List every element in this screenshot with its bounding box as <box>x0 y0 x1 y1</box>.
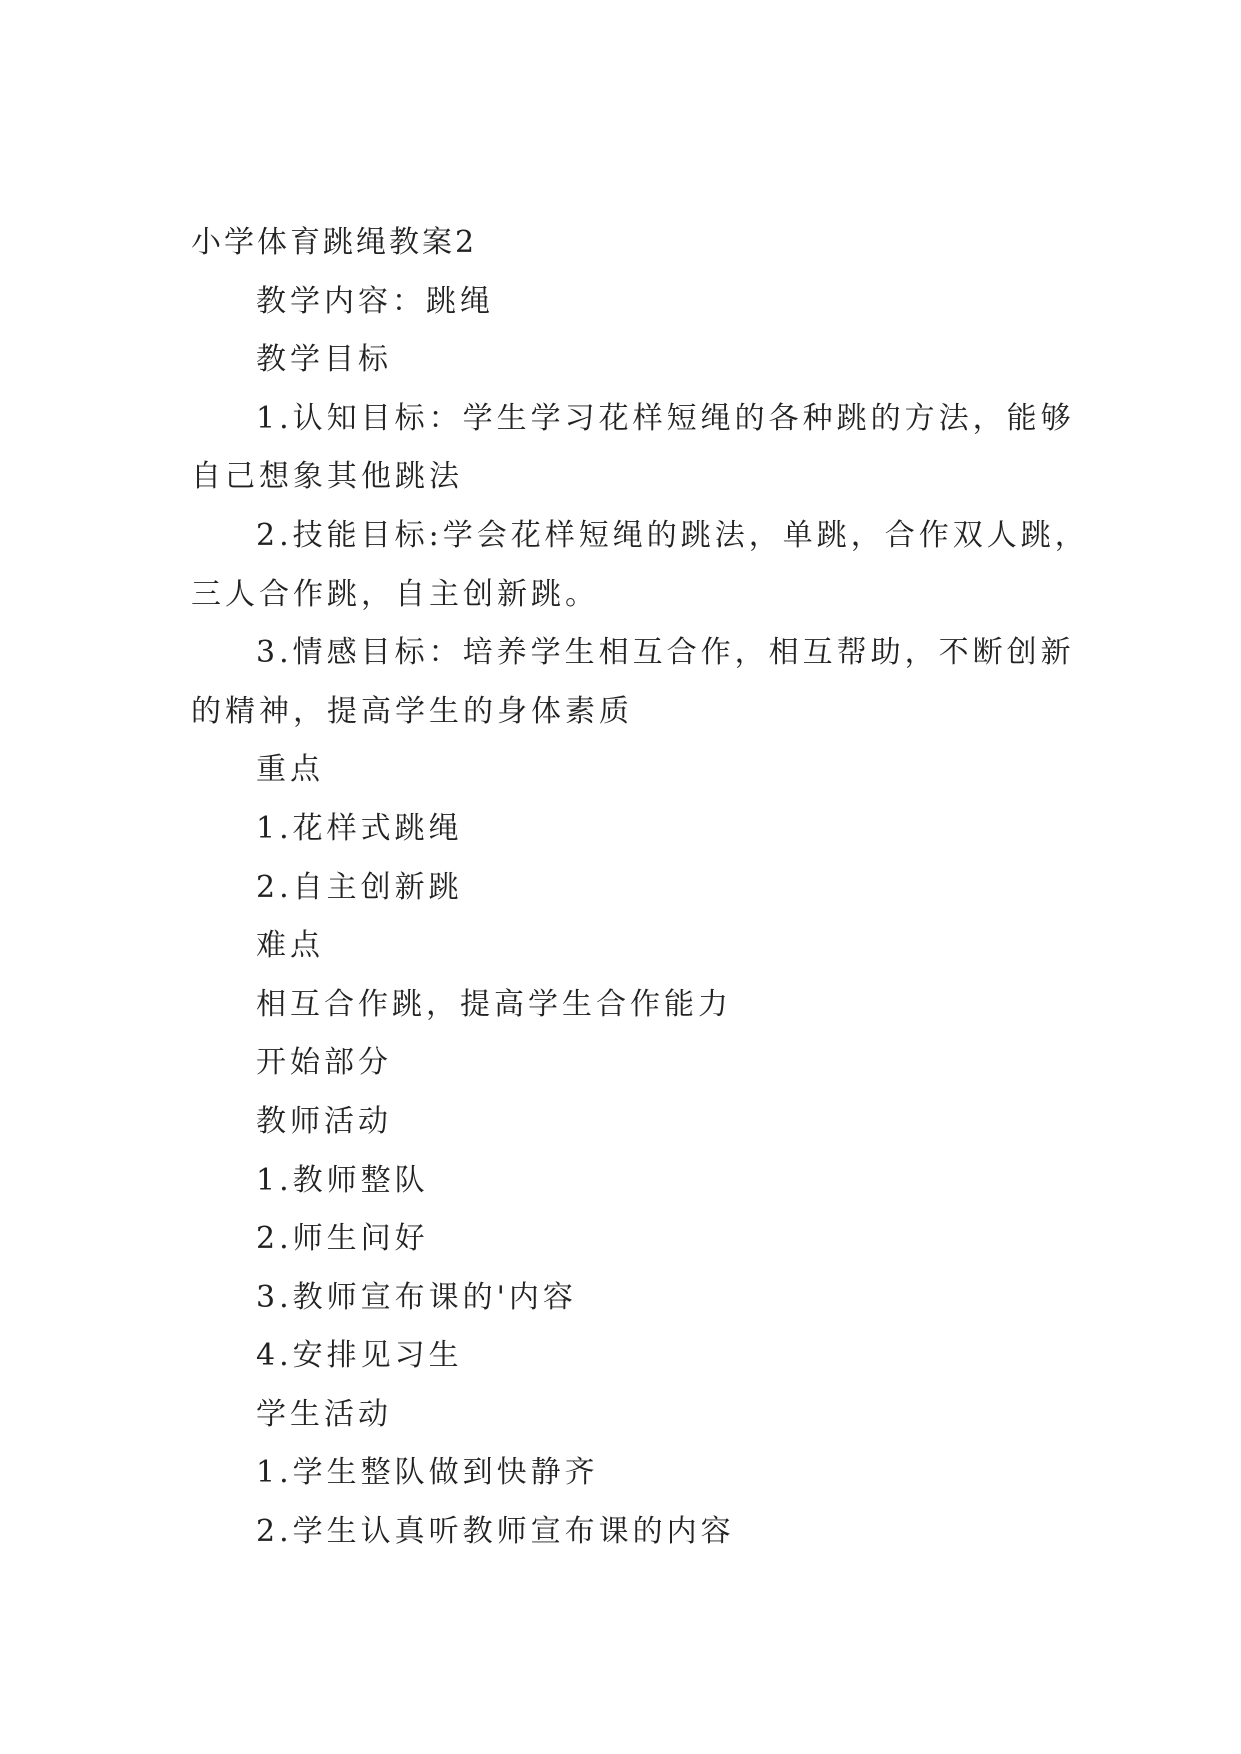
text-line: 重点 <box>256 752 324 788</box>
text-line: 2.学生认真听教师宣布课的内容 <box>256 1514 735 1550</box>
text-line: 1.认知目标：学生学习花样短绳的各种跳的方法，能够 <box>256 400 1075 436</box>
text-line: 2.自主创新跳 <box>256 869 463 905</box>
text-line: 2.师生问好 <box>256 1221 429 1257</box>
text-line: 教学内容：跳绳 <box>256 283 494 319</box>
text-line: 2.技能目标:学会花样短绳的跳法，单跳，合作双人跳， <box>256 517 1089 553</box>
text-line: 的精神，提高学生的身体素质 <box>191 693 633 729</box>
document-lines <box>191 273 1089 1562</box>
text-line: 自己想象其他跳法 <box>191 459 463 495</box>
text-line: 1.教师整队 <box>256 1162 429 1198</box>
document-title: 小学体育跳绳教案2 <box>191 225 478 260</box>
text-line: 1.花样式跳绳 <box>256 810 463 846</box>
text-line: 教师活动 <box>256 1103 392 1139</box>
document-body <box>191 214 1089 1562</box>
text-line: 学生活动 <box>256 1396 392 1432</box>
text-line: 教学目标 <box>256 342 392 378</box>
text-line: 难点 <box>256 928 324 964</box>
text-line: 开始部分 <box>256 1045 392 1081</box>
text-line: 3.教师宣布课的'内容 <box>256 1279 577 1315</box>
text-line: 1.学生整队做到快静齐 <box>256 1455 599 1491</box>
text-line: 3.情感目标：培养学生相互合作，相互帮助，不断创新 <box>256 635 1075 671</box>
text-line: 相互合作跳，提高学生合作能力 <box>256 986 732 1022</box>
text-line: 4.安排见习生 <box>256 1338 463 1374</box>
text-line: 三人合作跳，自主创新跳。 <box>191 576 599 612</box>
